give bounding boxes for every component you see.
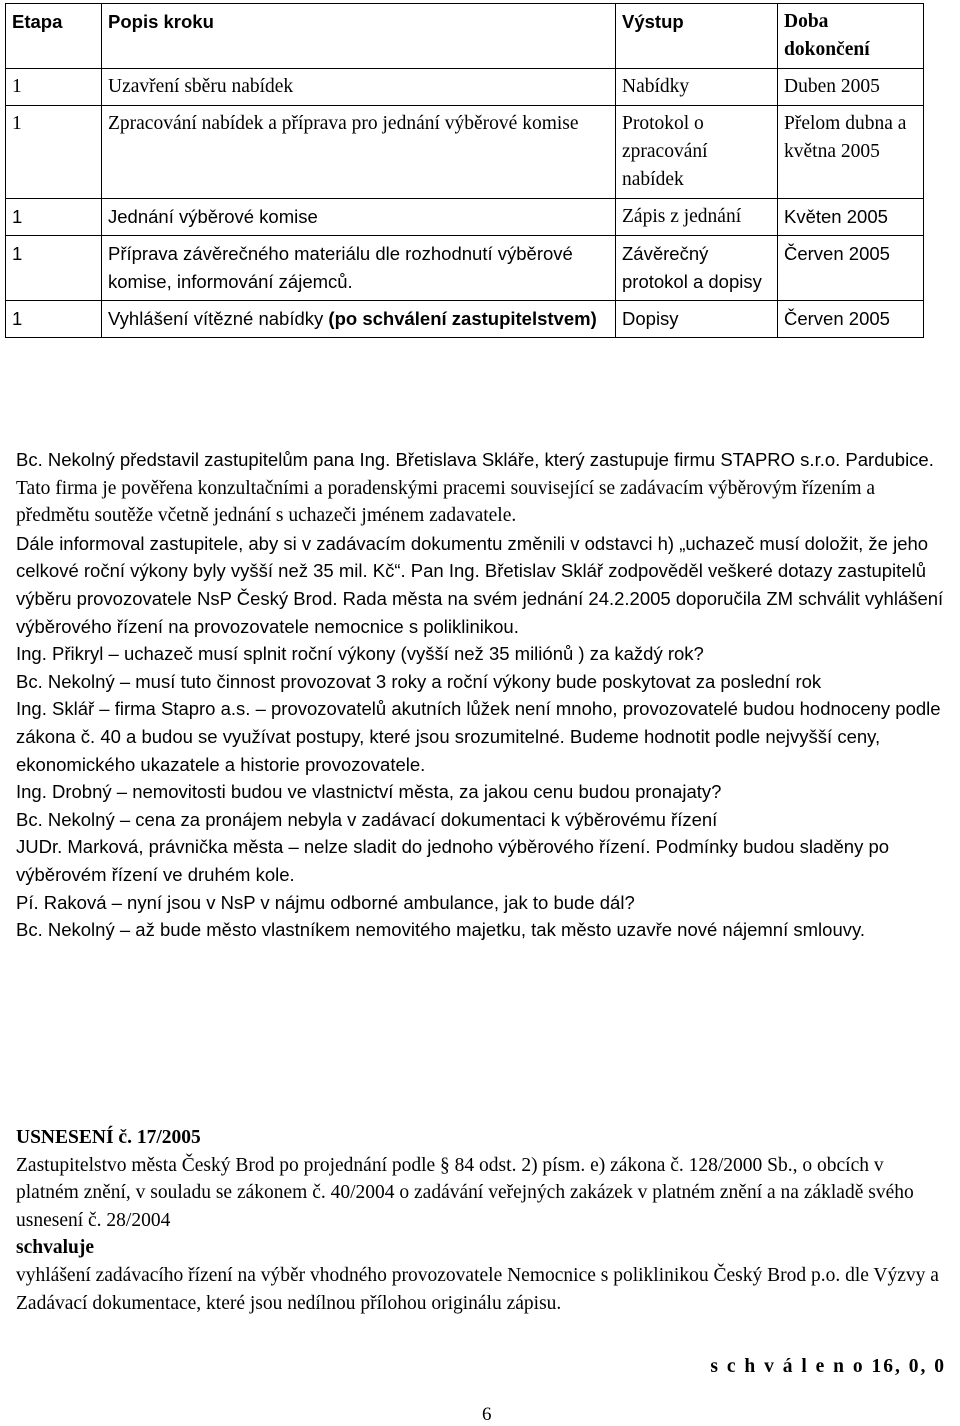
table-header-row	[6, 4, 924, 69]
discussion-text	[16, 446, 946, 944]
paragraph-part: Bc. Nekolný představil zastupitelům pana Ing. Břetislava Skláře, který zastupuje firmu STAPRO s.r.o. Pardubice.	[16, 449, 934, 470]
resolution-decision: vyhlášení zadávacího řízení na výběr vhodného provozovatele Nemocnice s poliklinikou Český Brod p.o. dle Výzvy a Zadávací dokumentace, které jsou nedílnou přílohou originálu zápisu.	[16, 1264, 939, 1314]
resolution-text: Zastupitelstvo města Český Brod po projednání podle § 84 odst. 2) písm. e) zákona č. 128/2000 Sb., o obcích v platném znění, v souladu se zákonem č. 40/2004 o zadávání veřejných zakázek v platném znění a na základě svého usnesení č. 28/2004	[16, 1154, 914, 1231]
resolution-verb: schvaluje	[16, 1237, 94, 1259]
header-etapa: Etapa	[6, 4, 102, 69]
cell-popis: Uzavření sběru nabídek	[102, 69, 616, 106]
cell-popis	[102, 301, 616, 338]
header-vystup: Výstup	[616, 4, 778, 69]
table-row	[6, 301, 924, 338]
cell-doba: Červen 2005	[778, 236, 924, 301]
cell-popis: Příprava závěrečného materiálu dle rozhodnutí výběrové komise, informování zájemců.	[102, 236, 616, 301]
cell-doba: Červen 2005	[778, 301, 924, 338]
approval-result: s c h v á l e n o 16, 0, 0	[710, 1356, 946, 1377]
paragraph: Bc. Nekolný – až bude město vlastníkem nemovitého majetku, tak město uzavře nové nájemní smlouvy.	[16, 919, 865, 941]
cell-etapa: 1	[6, 199, 102, 236]
cell-vystup: Závěrečný protokol a dopisy	[616, 236, 778, 301]
cell-etapa: 1	[6, 69, 102, 106]
resolution-title: USNESENÍ č. 17/2005	[16, 1127, 201, 1148]
paragraph-part: Tato firma je pověřena konzultačními a poradenskými pracemi související se zadávacím výběrovým řízením a předmětu soutěže včetně jednání s uchazeči jménem zadavatele.	[16, 477, 876, 527]
paragraph: JUDr. Marková, právnička města – nelze sladit do jednoho výběrového řízení. Podmínky budou sladěny po výběrovém řízení ve druhém kole.	[16, 836, 890, 885]
paragraph: Dále informoval zastupitele, aby si v zadávacím dokumentu změnili v odstavci h) „uchazeč musí doložit, že jeho celkové roční výkony byly vyšší než 35 mil. Kč“. Pan Ing. Břetislav Sklář zodpověděl veškeré dotazy zastupitelů výběru provozovatele NsP Český Brod. Rada města na svém jednání 24.2.2005 doporučila ZM schválit vyhlášení výběrového řízení na provozovatele nemocnice s poliklinikou.	[16, 532, 944, 637]
popis-text: Vyhlášení vítězné nabídky	[108, 308, 329, 329]
resolution-block	[16, 1124, 946, 1317]
page-number: 6	[482, 1404, 492, 1425]
table-row	[6, 236, 924, 301]
paragraph: Ing. Sklář – firma Stapro a.s. – provozovatelů akutních lůžek není mnoho, provozovatelé budou hodnoceny podle zákona č. 40 a budou se využívat postupy, které jsou srozumitelné. Budeme hodnotit podle nejvyšší ceny, ekonomického ukazatele a historie provozovatele.	[16, 698, 941, 775]
cell-etapa: 1	[6, 236, 102, 301]
header-popis: Popis kroku	[102, 4, 616, 69]
table-row	[6, 69, 924, 106]
cell-popis: Jednání výběrové komise	[102, 199, 616, 236]
cell-doba: Duben 2005	[778, 69, 924, 106]
cell-vystup: Zápis z jednání	[616, 199, 778, 236]
cell-doba: Přelom dubna a května 2005	[778, 106, 924, 199]
table-row	[6, 199, 924, 236]
cell-doba: Květen 2005	[778, 199, 924, 236]
cell-vystup: Dopisy	[616, 301, 778, 338]
paragraph: Ing. Drobný – nemovitosti budou ve vlastnictví města, za jakou cenu budou pronajaty?	[16, 781, 722, 803]
popis-note: (po schválení zastupitelstvem)	[328, 308, 597, 329]
paragraph	[16, 446, 946, 530]
header-doba: Doba dokončení	[778, 4, 924, 69]
paragraph: Bc. Nekolný – cena za pronájem nebyla v zadávací dokumentaci k výběrovému řízení	[16, 808, 718, 830]
cell-vystup: Nabídky	[616, 69, 778, 106]
cell-vystup: Protokol o zpracování nabídek	[616, 106, 778, 199]
cell-etapa: 1	[6, 106, 102, 199]
paragraph: Ing. Přikryl – uchazeč musí splnit roční výkony (vyšší než 35 miliónů ) za každý rok?	[16, 643, 704, 665]
cell-popis: Zpracování nabídek a příprava pro jednání výběrové komise	[102, 106, 616, 199]
schedule-table	[5, 3, 924, 338]
cell-etapa: 1	[6, 301, 102, 338]
table-row	[6, 106, 924, 199]
paragraph: Pí. Raková – nyní jsou v NsP v nájmu odborné ambulance, jak to bude dál?	[16, 891, 635, 913]
paragraph: Bc. Nekolný – musí tuto činnost provozovat 3 roky a roční výkony bude poskytovat za poslední rok	[16, 670, 822, 692]
